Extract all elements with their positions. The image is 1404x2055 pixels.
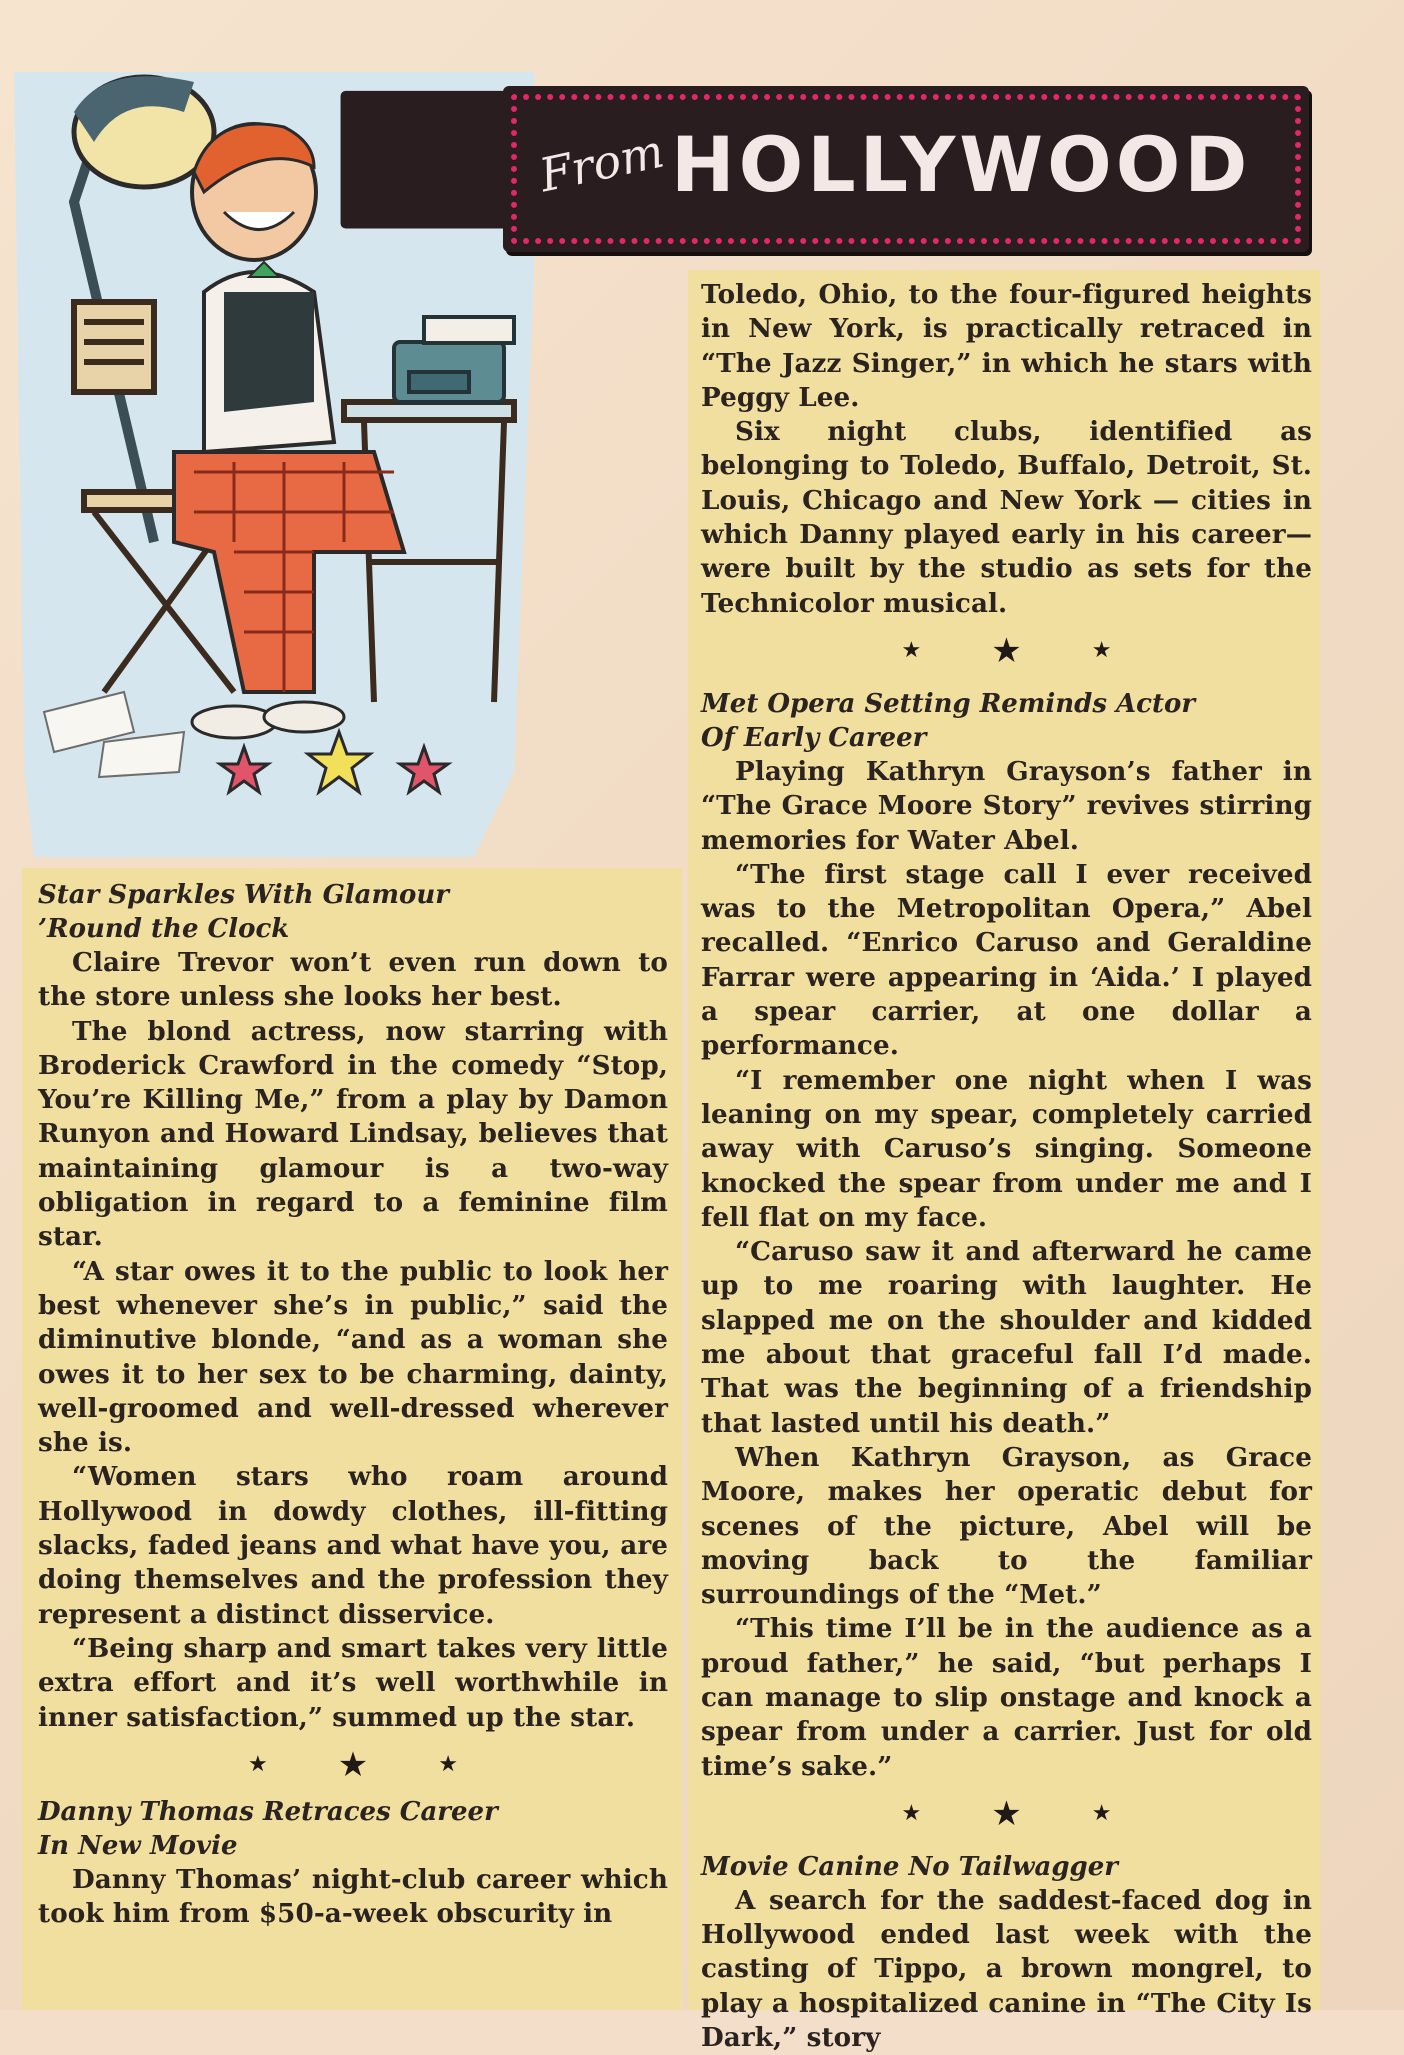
left-text-column (22, 868, 682, 2010)
divider-star: ★ (991, 630, 1022, 671)
continued-paragraph: Six night clubs, identified as belonging to Toledo, Buffalo, Detroit, St. Louis, Chicago and New York — cities in which Danny played early in his career—were built by the studio as sets for the Technicolor musical. (701, 416, 1312, 619)
heading-line: ’Round the Clock (38, 914, 290, 944)
article-paragraph: When Kathryn Grayson, as Grace Moore, makes her operatic debut for scenes of the picture, Abel will be moving back to the familiar surroundings of the “Met.” (701, 1441, 1312, 1611)
divider-star: ★ (1091, 638, 1112, 664)
article-heading (38, 1795, 668, 1863)
article-paragraph: “Being sharp and smart takes very little extra effort and it’s well worthwhile in inner satisfaction,” summed up the star. (38, 1632, 668, 1733)
article-paragraph: “Caruso saw it and afterward he came up to me roaring with laughter. He slapped me on the shoulder and kidded me about that graceful fall I’d made. That was the beginning of a friendship that lasted until his death.” (701, 1236, 1312, 1439)
heading-line: Danny Thomas Retraces Career (38, 1796, 498, 1827)
marquee-sign (503, 86, 1309, 252)
star-divider (701, 621, 1312, 681)
heading-line: Met Opera Setting Reminds Actor (701, 688, 1196, 719)
heading-line: Of Early Career (701, 722, 927, 753)
divider-star: ★ (901, 638, 922, 664)
article-paragraph: A search for the saddest-faced dog in Hollywood ended last week with the casting of Tippo, a brown mongrel, to play a hospitalized canine in “The City Is Dark,” story (701, 1884, 1312, 2054)
divider-star: ★ (248, 1752, 268, 1778)
article-paragraph: “A star owes it to the public to look her best whenever she’s in public,” said the diminutive blonde, “and as a woman she owes it to her sex to be charming, dainty, well-groomed and well-dressed wherever she is. (38, 1255, 668, 1459)
article-paragraph: Danny Thomas’ night-club career which took him from $50-a-week obscurity in (38, 1863, 668, 1930)
divider-star: ★ (337, 1744, 369, 1785)
heading-line: In New Movie (38, 1830, 238, 1861)
article-heading (38, 878, 668, 946)
continued-paragraph: Toledo, Ohio, to the four-figured heights in New York, is practically retraced in “The Jazz Singer,” in which he stars with Peggy Lee. (701, 279, 1312, 413)
article-paragraph: Claire Trevor won’t even run down to the store unless she looks her best. (38, 947, 668, 1013)
heading-line: Movie Canine No Tailwagger (701, 1851, 1118, 1882)
right-text-column (688, 270, 1320, 2054)
article-paragraph: The blond actress, now starring with Broderick Crawford in the comedy “Stop, You’re Killing Me,” from a play by Damon Runyon and Howard Lindsay, believes that maintaining glamour is a two-way obligation in regard to a feminine film star. (38, 1015, 668, 1253)
article-paragraph: “The first stage call I ever received was to the Metropolitan Opera,” Abel recalled. “Enrico Caruso and Geraldine Farrar were appearing in ‘Aida.’ I played a spear carrier, at one dollar a performance. (701, 858, 1312, 1062)
heading-line: Star Sparkles With Glamour (38, 880, 449, 910)
sign-title: HOLLYWOOD (671, 120, 1252, 209)
article-paragraph: “Women stars who roam around Hollywood in dowdy clothes, ill-fitting slacks, faded jeans and what have you, are doing themselves and the profession they represent a distinct disservice. (38, 1461, 668, 1630)
article-heading (701, 687, 1312, 755)
article-paragraph: “This time I’ll be in the audience as a proud father,” he said, “but perhaps I can manage to slip onstage and knock a spear from under a carrier. Just for old time’s sake.” (701, 1613, 1312, 1782)
divider-star: ★ (1091, 1801, 1112, 1827)
star-divider (38, 1735, 668, 1795)
sign-prefix: From (534, 123, 669, 203)
article-heading (701, 1850, 1312, 1884)
article-paragraph: “I remember one night when I was leaning on my spear, completely carried away with Caruso’s singing. Someone knocked the spear from under me and I fell flat on my face. (701, 1064, 1312, 1233)
divider-star: ★ (901, 1801, 922, 1827)
article-paragraph: Playing Kathryn Grayson’s father in “The Grace Moore Story” revives stirring memories for Water Abel. (701, 755, 1312, 856)
divider-star: ★ (991, 1793, 1022, 1834)
star-divider (701, 1784, 1312, 1844)
divider-star: ★ (438, 1752, 458, 1778)
